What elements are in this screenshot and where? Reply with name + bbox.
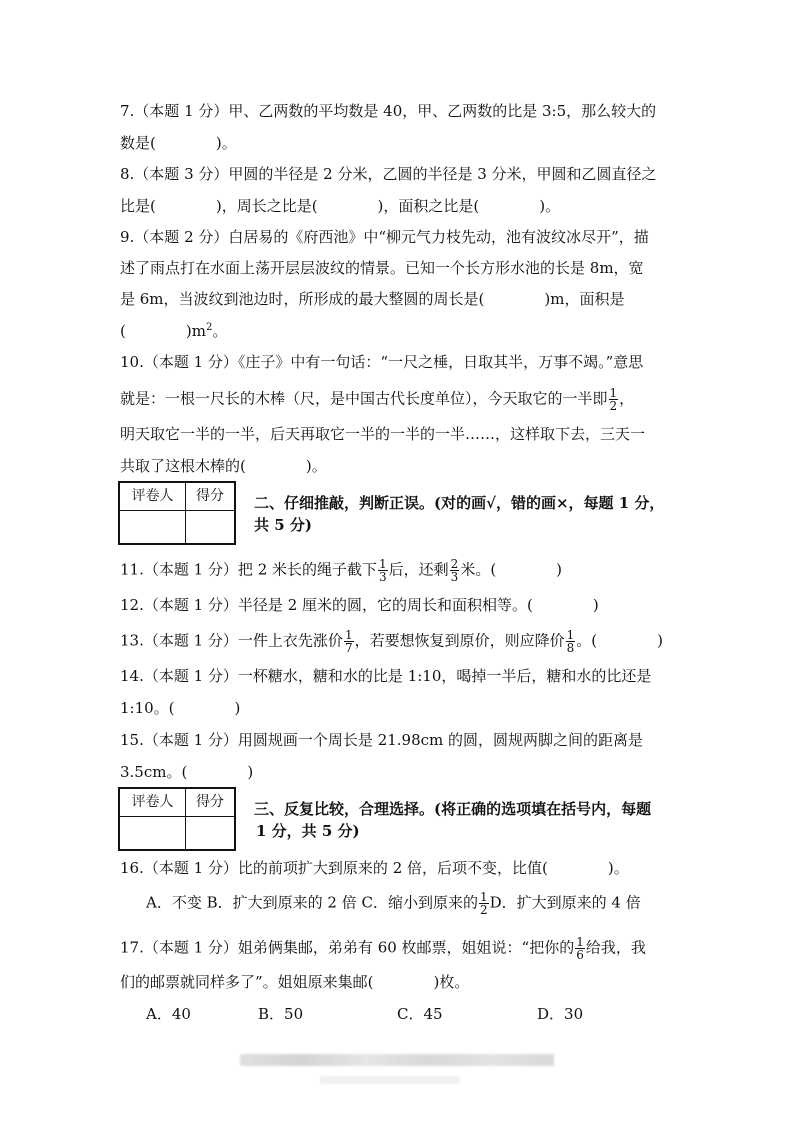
q17-text-b: 给我，我 [585, 938, 646, 957]
q15-line1: 15.（本题 1 分）用圆规画一个周长是 21.98cm 的圆，圆规两脚之间的距离是 [120, 731, 644, 749]
grader-cell [120, 511, 186, 543]
q10-line2-end: ， [619, 389, 635, 408]
q16-frac-den: 2 [479, 903, 488, 917]
q17-option-d: D．30 [537, 1005, 584, 1023]
q11-text-c: 米。( ) [460, 560, 563, 579]
q13-frac2 [566, 629, 576, 654]
q7-line2: 数是( )。 [120, 134, 237, 152]
grader-label: 评卷人 [120, 483, 186, 511]
section2-line2: 共 5 分) [254, 516, 312, 534]
q16-options-b: D．扩大到原来的 4 倍 [489, 893, 641, 912]
q13-frac1-num: 1 [344, 628, 353, 642]
q17-text-a: 17.（本题 1 分）姐弟俩集邮，弟弟有 60 枚邮票，姐姐说：“把你的 [120, 938, 575, 957]
q11-line [120, 558, 562, 583]
q7-line1: 7.（本题 1 分）甲、乙两数的平均数是 40，甲、乙两数的比是 3:5，那么较大的 [120, 102, 657, 120]
q17-option-c: C．45 [397, 1005, 443, 1023]
q9-line4-end: 。 [212, 322, 228, 340]
q13-frac1 [344, 629, 354, 654]
q11-frac2-den: 3 [450, 570, 459, 584]
q16-options [146, 891, 641, 916]
q10-frac-den: 2 [609, 399, 618, 413]
q10-line3: 明天取它一半的一半，后天再取它一半的一半的一半……，这样取下去，三天一 [120, 425, 646, 443]
scorebox-section2 [118, 481, 236, 545]
q9-line4-text: ( )m [120, 322, 206, 340]
q17-frac-num: 1 [576, 935, 584, 949]
q13-frac2-num: 1 [566, 628, 575, 642]
q11-text-a: 11.（本题 1 分）把 2 米长的绳子截下 [120, 560, 378, 579]
q11-frac2 [450, 558, 460, 583]
q13-text-a: 13.（本题 1 分）一件上衣先涨价 [120, 631, 343, 650]
q8-line2: 比是( )，周长之比是( )，面积之比是( )。 [120, 197, 561, 215]
q16-options-a: A．不变 B．扩大到原来的 2 倍 C．缩小到原来的 [146, 893, 478, 912]
scorebox-section3 [118, 787, 236, 851]
q10-fraction [609, 387, 619, 412]
q9-superscript: 2 [205, 322, 213, 333]
section3-line1: 三、反复比较，合理选择。(将正确的选项填在括号内，每题 [254, 800, 652, 818]
q10-line4: 共取了这根木棒的( )。 [120, 457, 327, 475]
score-label: 得分 [186, 789, 234, 817]
q14-line1: 14.（本题 1 分）一杯糖水，糖和水的比是 1:10，喝掉一半后，糖和水的比还是 [120, 667, 652, 685]
grader-label: 评卷人 [120, 789, 186, 817]
q10-frac-num: 1 [609, 386, 618, 400]
q14-line2: 1:10。( ) [120, 699, 241, 717]
q16-line1: 16.（本题 1 分）比的前项扩大到原来的 2 倍，后项不变，比值( )。 [120, 859, 629, 877]
q17-frac [575, 936, 585, 961]
section2-line1: 二、仔细推敲，判断正误。(对的画√，错的画×，每题 1 分， [254, 494, 665, 512]
q11-frac2-num: 2 [450, 557, 459, 571]
q11-frac1-num: 1 [379, 557, 387, 571]
q17-line1 [120, 936, 646, 961]
section3-line2: 1 分，共 5 分) [256, 822, 360, 840]
q11-frac1 [378, 558, 388, 583]
grader-cell [120, 817, 186, 849]
q13-frac1-den: 7 [344, 641, 353, 655]
q11-frac1-den: 3 [379, 570, 387, 584]
q9-line1: 9.（本题 2 分）白居易的《府西池》中“柳元气力枝先动，池有波纹冰尽开”，描 [120, 228, 649, 246]
q11-text-b: 后，还剩 [388, 560, 449, 579]
blurred-footer-text [240, 1054, 554, 1066]
q17-line2: 们的邮票就同样多了”。姐姐原来集邮( )枚。 [120, 973, 470, 991]
score-label: 得分 [186, 483, 234, 511]
q13-line [120, 629, 663, 654]
q17-frac-den: 6 [576, 948, 584, 962]
q9-line4 [120, 321, 227, 341]
q17-option-b: B．50 [258, 1005, 304, 1023]
q13-text-b: ，若要想恢复到原价，则应降价 [354, 631, 565, 650]
q8-line1: 8.（本题 3 分）甲圆的半径是 2 分米，乙圆的半径是 3 分米，甲圆和乙圆直径之 [120, 165, 657, 183]
score-cell [186, 511, 234, 543]
q15-line2: 3.5cm。( ) [120, 763, 254, 781]
q10-line2 [120, 387, 634, 412]
score-cell [186, 817, 234, 849]
section2-heading [254, 492, 684, 536]
section3-heading [254, 798, 684, 842]
blurred-footer-subtext [320, 1076, 460, 1084]
q16-frac [479, 891, 489, 916]
q9-line3: 是 6m，当波纹到池边时，所形成的最大整圆的周长是( )m，面积是 [120, 290, 625, 308]
q17-option-a: A．40 [146, 1005, 191, 1023]
q10-line2-text: 就是：一根一尺长的木棒（尺，是中国古代长度单位），今天取它的一半即 [120, 389, 608, 408]
q13-frac2-den: 8 [566, 641, 575, 655]
q16-frac-num: 1 [479, 890, 488, 904]
q12-line: 12.（本题 1 分）半径是 2 厘米的圆，它的周长和面积相等。( ) [120, 596, 599, 614]
q9-line2: 述了雨点打在水面上荡开层层波纹的情景。已知一个长方形水池的长是 8m，宽 [120, 259, 644, 277]
q10-line1: 10.（本题 1 分）《庄子》中有一句话：“一尺之棰，日取其半，万事不竭。”意思 [120, 353, 644, 371]
q13-text-c: 。( ) [576, 631, 663, 650]
